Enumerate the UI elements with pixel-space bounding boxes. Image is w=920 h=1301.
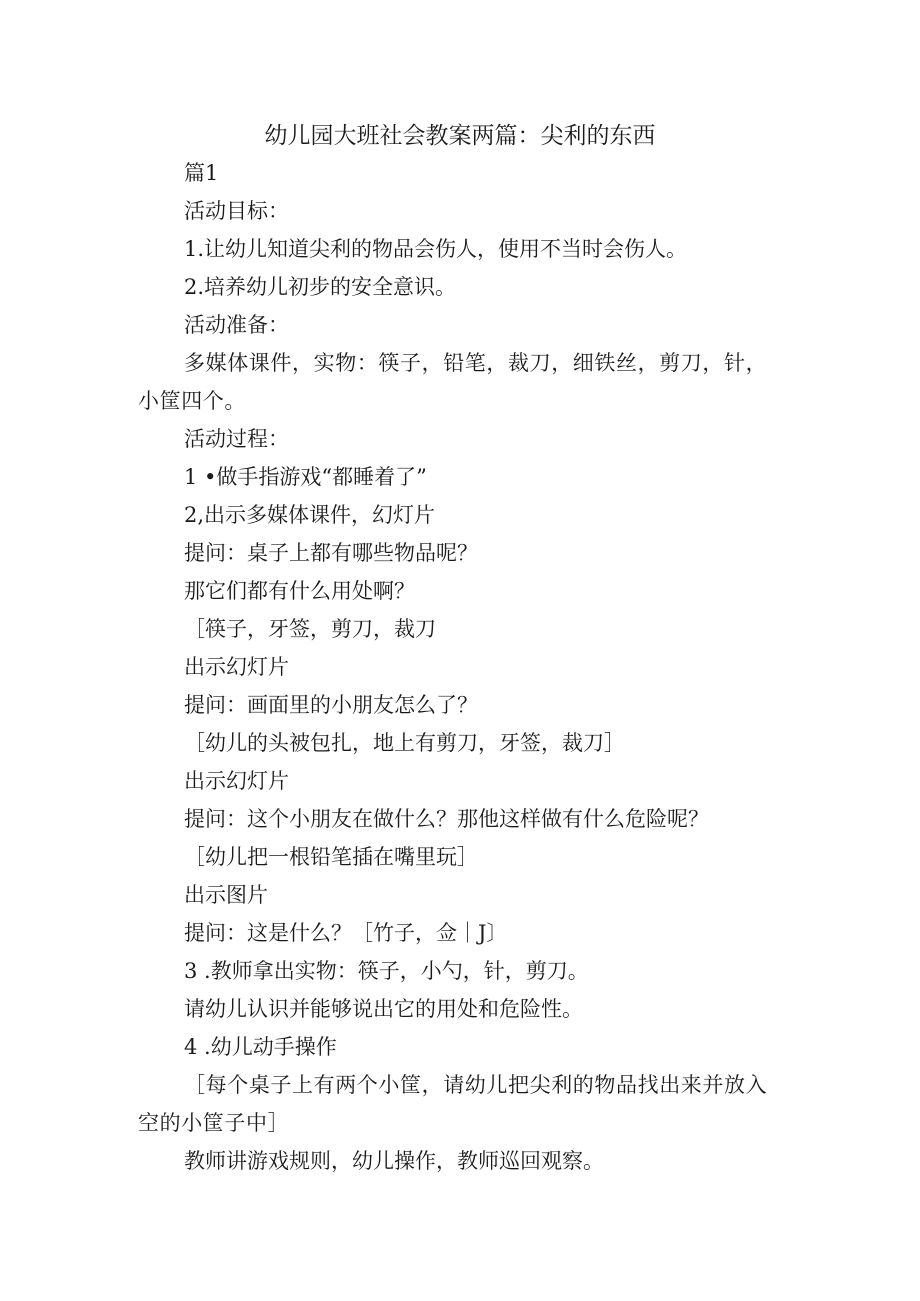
paragraph: 提问：画面里的小朋友怎么了？: [184, 693, 478, 717]
paragraph: 出示幻灯片: [184, 769, 289, 793]
paragraph: 出示图片: [184, 883, 268, 907]
paragraph: 1.让幼儿知道尖利的物品会伤人，使用不当时会伤人。: [184, 237, 688, 261]
paragraph: 提问：这是什么？［竹子，佥｜J〕: [184, 921, 508, 945]
paragraph: 教师讲游戏规则，幼儿操作，教师巡回观察。: [184, 1149, 604, 1173]
paragraph: 活动过程：: [184, 427, 289, 451]
paragraph: 2.培养幼儿初步的安全意识。: [184, 275, 457, 299]
document-title: 幼儿园大班社会教案两篇：尖利的东西: [264, 123, 656, 149]
paragraph: 那它们都有什么用处啊？: [184, 579, 415, 603]
paragraph: 活动准备：: [184, 313, 289, 337]
paragraph: 出示幻灯片: [184, 655, 289, 679]
paragraph: 4 .幼儿动手操作: [184, 1035, 337, 1059]
paragraph: ［每个桌子上有两个小筐，请幼儿把尖利的物品找出来并放入空的小筐子中］: [138, 1073, 768, 1135]
paragraph: 1 •做手指游戏“都睡着了”: [184, 465, 427, 489]
paragraph: ［幼儿把一根铅笔插在嘴里玩］: [184, 845, 478, 869]
paragraph: 活动目标：: [184, 199, 289, 223]
paragraph: 提问：这个小朋友在做什么？那他这样做有什么危险呢？: [184, 807, 709, 831]
paragraph: 3 .教师拿出实物：筷子，小勺，针，剪刀。: [184, 959, 589, 983]
paragraph: 请幼儿认识并能够说出它的用处和危险性。: [184, 997, 583, 1021]
paragraph: ［幼儿的头被包扎，地上有剪刀，牙签，裁刀］: [184, 731, 625, 755]
paragraph: 多媒体课件，实物：筷子，铅笔，裁刀，细铁丝，剪刀，针，小筐四个。: [138, 351, 768, 413]
paragraph: ［筷子，牙签，剪刀，裁刀: [184, 617, 436, 641]
section-heading: 篇1: [184, 161, 219, 185]
paragraph: 2,出示多媒体课件，幻灯片: [184, 503, 436, 527]
paragraph: 提问：桌子上都有哪些物品呢？: [184, 541, 478, 565]
